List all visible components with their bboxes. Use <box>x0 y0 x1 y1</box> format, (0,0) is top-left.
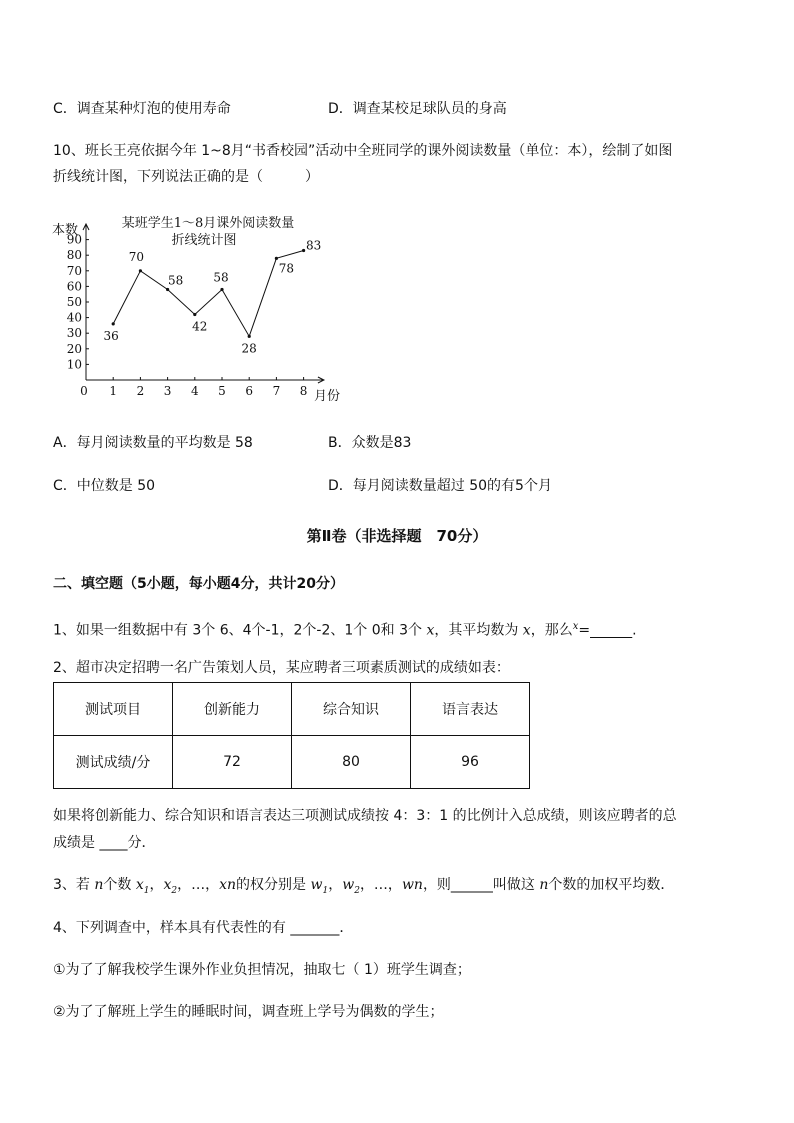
y-tick-label: 80 <box>66 248 82 263</box>
q4-item2: ②为了了解班上学生的睡眠时间，调查班上学号为偶数的学生； <box>53 1004 444 1020</box>
q1-text-d: =______. <box>578 622 637 639</box>
data-point <box>248 335 251 338</box>
x-tick-label: 0 <box>80 384 88 398</box>
score-table <box>53 682 530 789</box>
q3-comma1: ， <box>149 877 164 893</box>
q3-sub-w2: 2 <box>354 885 360 896</box>
section-heading: 二、填空题（5小题，每小题4分，共计20分） <box>53 576 344 592</box>
q3-var-x1: x <box>135 877 144 893</box>
data-point <box>302 249 305 252</box>
data-label: 58 <box>213 270 229 285</box>
q4-stem: 4、下列调查中，样本具有代表性的有 _______． <box>53 920 354 936</box>
chart-title: 某班学生1～8月课外阅读数量 <box>121 216 295 231</box>
q3-var-xn: xn <box>219 877 237 893</box>
q10-stem-line1: 10、班长王亮依据今年 1~8月“书香校园”活动中全班同学的课外阅读数量（单位：本），绘制了如图 <box>53 143 673 159</box>
data-point <box>275 257 278 260</box>
data-label: 36 <box>103 328 119 343</box>
q3-var-w1: w <box>310 877 323 893</box>
data-label: 70 <box>128 249 145 264</box>
prev-option-c: C．调查某种灯泡的使用寿命 <box>53 101 231 117</box>
data-point <box>193 313 196 316</box>
part-title: 第Ⅱ卷（非选择题 70分） <box>306 527 488 545</box>
q3-mid4: ，…， <box>359 877 402 893</box>
x-tick-label: 4 <box>190 384 199 398</box>
q2-after-line2: 成绩是 ____分． <box>53 835 156 851</box>
q1-text-a: 1、如果一组数据中有 3个 6、4个-1，2个-2、1个 0和 3个 <box>53 622 427 639</box>
data-label: 58 <box>167 273 184 288</box>
y-axis-label: 本数 <box>52 223 79 238</box>
q3-mid3: 的权分别是 <box>236 877 311 893</box>
table-cell: 96 <box>411 736 530 789</box>
x-tick-label: 7 <box>272 384 281 398</box>
q1-text-c: ，那么 <box>530 622 573 639</box>
q4-item1: ①为了了解我校学生课外作业负担情况，抽取七（ 1）班学生调查； <box>53 962 471 978</box>
data-point <box>220 288 223 291</box>
q3-sub-w1: 1 <box>322 885 329 896</box>
q3-prefix: 3、若 <box>53 877 95 893</box>
x-tick-label: 8 <box>299 384 308 398</box>
x-axis-label: 月份 <box>314 389 341 404</box>
q1-var-x: x <box>426 622 435 639</box>
data-label: 42 <box>192 319 208 334</box>
y-tick-label: 70 <box>66 263 82 278</box>
prev-option-d: D．调查某校足球队员的身高 <box>328 101 507 117</box>
q3-mid2: ，…， <box>177 877 220 893</box>
y-tick-label: 90 <box>66 232 82 247</box>
x-tick-label: 3 <box>163 384 172 398</box>
data-labels <box>104 239 322 356</box>
data-label: 28 <box>241 341 257 356</box>
chart-subtitle: 折线统计图 <box>171 233 237 248</box>
table-header-cell: 测试项目 <box>54 683 173 736</box>
y-tick-label: 50 <box>66 295 82 309</box>
q3-var-n: n <box>94 877 104 893</box>
y-tick-label: 20 <box>66 341 82 356</box>
q3-sub-1: 1 <box>143 885 150 896</box>
q3-var-w2: w <box>342 877 355 893</box>
q1-text <box>53 617 637 641</box>
q1-var-x3: x <box>572 621 579 632</box>
q3-suffix: 个数的加权平均数． <box>548 877 675 893</box>
y-tick-label: 60 <box>66 279 82 294</box>
q3-mid5: ，则______叫做这 <box>422 877 540 893</box>
data-label: 78 <box>278 261 295 276</box>
q1-text-b: ，其平均数为 <box>434 622 523 639</box>
x-tick-label: 2 <box>136 384 145 398</box>
table-header-cell: 创新能力 <box>173 683 292 736</box>
y-tick-label: 40 <box>66 310 82 325</box>
q10-option-a: A．每月阅读数量的平均数是 58 <box>53 435 253 451</box>
table-row <box>54 736 530 789</box>
table-cell: 72 <box>173 736 292 789</box>
x-tick-label: 6 <box>245 384 254 398</box>
q10-option-b: B．众数是83 <box>328 435 412 451</box>
q3-mid1: 个数 <box>103 877 136 893</box>
q2-stem: 2、超市决定招聘一名广告策划人员，某应聘者三项素质测试的成绩如表： <box>53 660 510 676</box>
line-chart <box>46 208 356 408</box>
y-tick-label: 10 <box>66 357 82 372</box>
data-point <box>139 269 142 272</box>
table-cell: 测试成绩/分 <box>54 736 173 789</box>
q1-var-x2: x <box>522 622 531 639</box>
table-header-cell: 综合知识 <box>292 683 411 736</box>
x-tick-label: 5 <box>218 384 226 398</box>
q3-var-n2: n <box>539 877 549 893</box>
table-cell: 80 <box>292 736 411 789</box>
q10-option-d: D．每月阅读数量超过 50的有5个月 <box>328 478 552 494</box>
x-tick-label: 1 <box>109 384 118 398</box>
q3-text <box>53 875 674 901</box>
q3-var-wn: wn <box>401 877 423 893</box>
q2-after-line1: 如果将创新能力、综合知识和语言表达三项测试成绩按 4：3：1 的比例计入总成绩，则该应聘者的总 <box>53 808 677 824</box>
q10-stem-line2: 折线统计图，下列说法正确的是（ ） <box>53 169 319 185</box>
table-header-cell: 语言表达 <box>411 683 530 736</box>
y-tick-label: 30 <box>66 326 82 341</box>
data-label: 83 <box>305 238 322 253</box>
data-point <box>166 288 169 291</box>
q3-comma2: ， <box>328 877 343 893</box>
q3-var-x2: x <box>163 877 172 893</box>
table-header-row <box>54 683 530 736</box>
data-point <box>112 322 115 325</box>
q10-option-c: C．中位数是 50 <box>53 478 156 494</box>
q3-sub-2: 2 <box>171 885 178 896</box>
